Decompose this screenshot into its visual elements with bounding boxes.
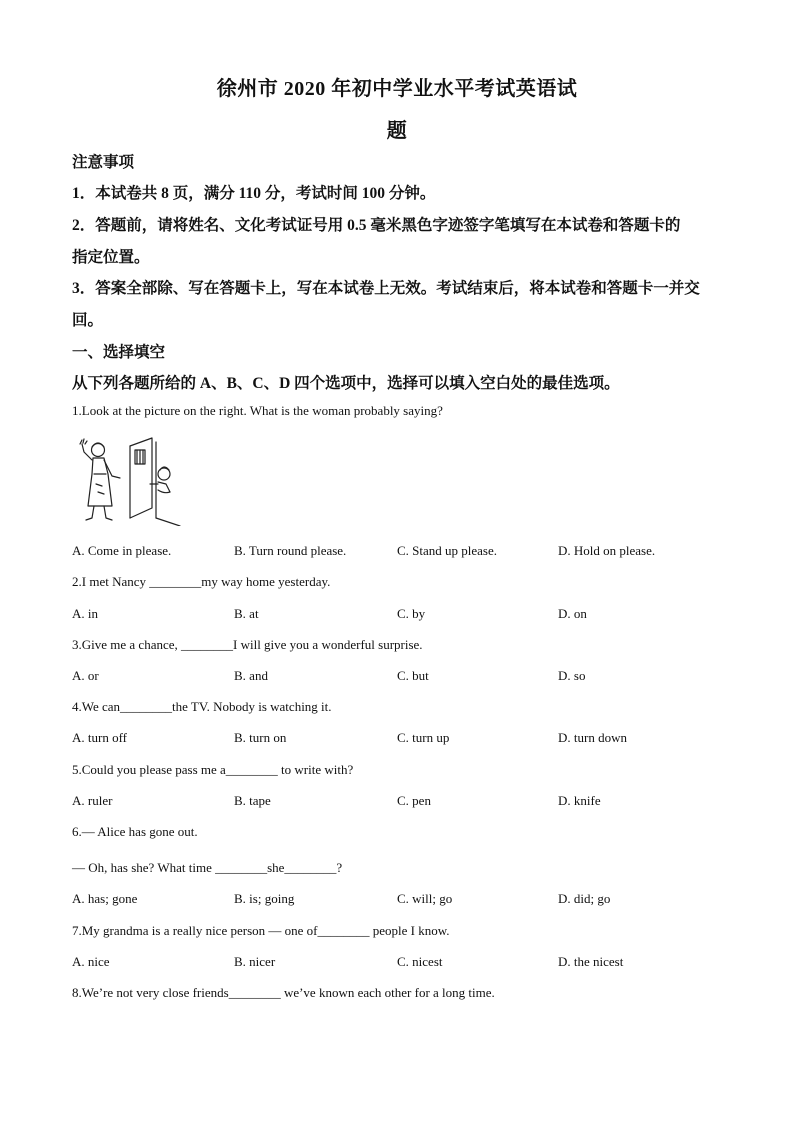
option-c[interactable]: C. will; go bbox=[397, 891, 453, 906]
question-5-options bbox=[72, 793, 732, 811]
option-d[interactable]: D. the nicest bbox=[558, 954, 624, 969]
notice-heading: 注意事项 bbox=[72, 154, 135, 171]
option-b[interactable]: B. at bbox=[234, 606, 259, 621]
option-b[interactable]: B. turn on bbox=[234, 730, 287, 745]
question-4-options bbox=[72, 730, 732, 748]
question-8: 8.We’re not very close friends________ we’ve known each other for a long time. bbox=[72, 985, 495, 1000]
notice-item-1: 1．本试卷共 8 页，满分 110 分，考试时间 100 分钟。 bbox=[72, 185, 436, 202]
question-2: 2.I met Nancy ________my way home yesterday. bbox=[72, 574, 331, 589]
option-c[interactable]: C. by bbox=[397, 606, 426, 621]
exam-title-line2: 题 bbox=[386, 120, 408, 142]
option-b[interactable]: B. tape bbox=[234, 793, 271, 808]
option-d[interactable]: D. did; go bbox=[558, 891, 611, 906]
question-5: 5.Could you please pass me a________ to write with? bbox=[72, 762, 354, 777]
notice-item-3: 3．答案全部除、写在答题卡上，写在本试卷上无效。考试结束后，将本试卷和答题卡一并交 bbox=[72, 280, 700, 297]
question-2-options bbox=[72, 606, 732, 624]
option-b[interactable]: B. nicer bbox=[234, 954, 276, 969]
option-d[interactable]: D. turn down bbox=[558, 730, 627, 745]
option-a[interactable]: A. ruler bbox=[72, 793, 113, 808]
option-c[interactable]: C. Stand up please. bbox=[397, 543, 498, 558]
option-d[interactable]: D. on bbox=[558, 606, 587, 621]
option-a[interactable]: A. or bbox=[72, 668, 99, 683]
option-c[interactable]: C. turn up bbox=[397, 730, 450, 745]
question-4: 4.We can________the TV. Nobody is watching it. bbox=[72, 699, 332, 714]
notice-item-3-cont: 回。 bbox=[72, 312, 104, 329]
exam-title-line1: 徐州市 2020 年初中学业水平考试英语试 bbox=[216, 78, 578, 100]
section-instruction: 从下列各题所给的 A、B、C、D 四个选项中，选择可以填入空白处的最佳选项。 bbox=[72, 375, 620, 392]
question-7-options bbox=[72, 954, 732, 972]
option-d[interactable]: D. so bbox=[558, 668, 586, 683]
section-heading: 一、选择填空 bbox=[72, 344, 166, 361]
option-c[interactable]: C. pen bbox=[397, 793, 431, 808]
notice-item-2: 2．答题前，请将姓名、文化考试证号用 0.5 毫米黑色字迹签字笔填写在本试卷和答题卡的 bbox=[72, 217, 681, 234]
question-6: 6.— Alice has gone out. bbox=[72, 824, 198, 839]
option-c[interactable]: C. but bbox=[397, 668, 429, 683]
option-a[interactable]: A. turn off bbox=[72, 730, 128, 745]
woman-at-door-illustration bbox=[76, 434, 186, 526]
question-3-options bbox=[72, 668, 732, 686]
option-a[interactable]: A. in bbox=[72, 606, 98, 621]
option-c[interactable]: C. nicest bbox=[397, 954, 443, 969]
option-a[interactable]: A. Come in please. bbox=[72, 543, 172, 558]
option-b[interactable]: B. and bbox=[234, 668, 268, 683]
option-b[interactable]: B. Turn round please. bbox=[234, 543, 347, 558]
question-7: 7.My grandma is a really nice person — one of________ people I know. bbox=[72, 923, 450, 938]
question-1-options bbox=[72, 543, 732, 561]
question-6-reply: — Oh, has she? What time ________she________? bbox=[72, 860, 343, 875]
notice-item-2-cont: 指定位置。 bbox=[72, 249, 150, 266]
option-d[interactable]: D. knife bbox=[558, 793, 601, 808]
option-a[interactable]: A. nice bbox=[72, 954, 110, 969]
question-1: 1.Look at the picture on the right. What is the woman probably saying? bbox=[72, 403, 443, 418]
option-d[interactable]: D. Hold on please. bbox=[558, 543, 656, 558]
question-6-options bbox=[72, 891, 732, 909]
option-b[interactable]: B. is; going bbox=[234, 891, 295, 906]
question-3: 3.Give me a chance, ________I will give you a wonderful surprise. bbox=[72, 637, 423, 652]
option-a[interactable]: A. has; gone bbox=[72, 891, 138, 906]
